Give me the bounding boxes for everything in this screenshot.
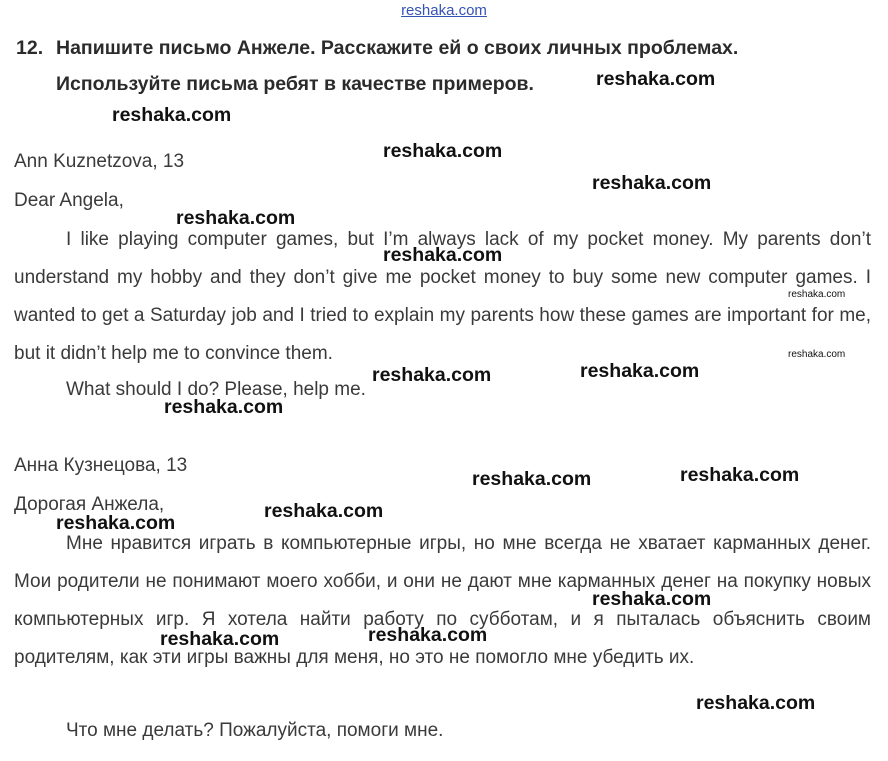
russian-letter-greeting: Дорогая Анжела, <box>14 494 165 515</box>
english-letter-author: Ann Kuznetzova, 13 <box>14 151 185 172</box>
watermark: reshaka.com <box>383 140 503 162</box>
task-text-line-2: Используйте письма ребят в качестве примеров. <box>56 73 534 95</box>
watermark: reshaka.com <box>696 692 816 714</box>
task-text-line-1: Напишите письмо Анжеле. Расскажите ей о своих личных проблемах. <box>56 37 739 59</box>
watermark: reshaka.com <box>788 289 846 300</box>
russian-letter-closing: Что мне делать? Пожалуйста, помоги мне. <box>66 720 444 741</box>
english-letter-body: I like playing computer games, but I’m always lack of my pocket money. My parents don’t understand my hobby and they don’t give me pocket money to buy some new computer games. I wanted to get a Saturday job and I tried to explain my parents how these games are important for me, but it didn’t help me to convince them. <box>14 229 871 364</box>
watermark: reshaka.com <box>372 364 492 386</box>
watermark: reshaka.com <box>592 588 712 610</box>
watermark: reshaka.com <box>368 624 488 646</box>
task-number: 12. <box>16 37 44 59</box>
english-letter-greeting: Dear Angela, <box>14 190 124 211</box>
watermark: reshaka.com <box>383 244 503 266</box>
watermark: reshaka.com <box>176 207 296 229</box>
watermark: reshaka.com <box>580 360 700 382</box>
site-header-link[interactable]: reshaka.com <box>401 2 487 19</box>
watermark: reshaka.com <box>788 349 846 360</box>
english-letter-closing: What should I do? Please, help me. <box>66 379 366 400</box>
watermark: reshaka.com <box>56 512 176 534</box>
watermark: reshaka.com <box>472 468 592 490</box>
watermark: reshaka.com <box>112 104 232 126</box>
russian-letter-author: Анна Кузнецова, 13 <box>14 455 188 476</box>
watermark: reshaka.com <box>596 68 716 90</box>
watermark: reshaka.com <box>164 396 284 418</box>
task-line-1 <box>16 30 876 66</box>
watermark: reshaka.com <box>680 464 800 486</box>
watermark: reshaka.com <box>592 172 712 194</box>
task-instruction <box>16 30 876 102</box>
watermark: reshaka.com <box>264 500 384 522</box>
russian-letter-body: Мне нравится играть в компьютерные игры, но мне всегда не хватает карманных денег. Мои родители не понимают моего хобби, и они не дают мне карманных денег на покупку новых компьютерных игр. Я хотела найти работу по субботам, и я пыталась объяснить своим родителям, как эти игры важны для меня, но это не помогло мне убедить их. <box>14 533 871 668</box>
watermark: reshaka.com <box>160 628 280 650</box>
